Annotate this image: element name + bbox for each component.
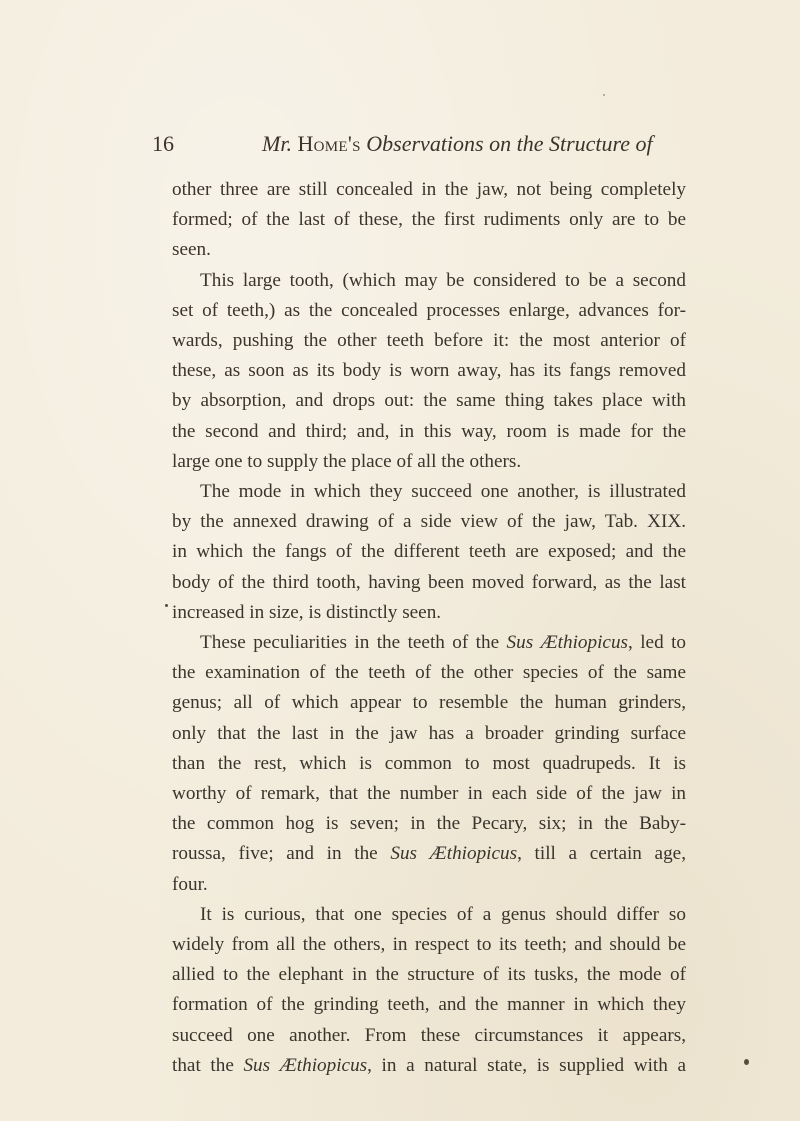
text-line: formed; of the last of these, the first rudiments only are to be	[172, 209, 686, 231]
text-line: the examination of the teeth of the other species of the same	[172, 662, 686, 684]
text-line: wards, pushing the other teeth before it: the most anterior of	[172, 330, 686, 352]
text-line: in which the fangs of the different teeth are exposed; and the	[172, 541, 686, 563]
title-author: Mr.	[262, 131, 292, 156]
text-line: formation of the grinding teeth, and the manner in which they	[172, 994, 686, 1016]
paragraph-start-line: This large tooth, (which may be considered to be a second	[200, 269, 686, 291]
text-line: that the Sus Æthiopicus, in a natural state, is supplied with a	[172, 1054, 686, 1076]
paragraph-end-line: large one to supply the place of all the others.	[172, 450, 522, 472]
text-line: the common hog is seven; in the Pecary, six; in the Baby-	[172, 813, 686, 835]
paragraph-start-line: It is curious, that one species of a genus should differ so	[200, 903, 686, 925]
species-name: Sus Æthiopicus	[390, 843, 518, 865]
paragraph-end-line: four.	[172, 873, 208, 895]
title-name: Home's	[297, 131, 361, 156]
running-title	[262, 129, 653, 159]
body-text	[172, 175, 686, 1081]
species-name: Sus Æthiopicus	[243, 1054, 368, 1076]
paper-speck	[603, 94, 605, 96]
text-line: allied to the elephant in the structure of its tusks, the mode of	[172, 964, 686, 986]
page-number: 16	[152, 131, 174, 156]
text-line: genus; all of which appear to resemble the human grinders,	[172, 692, 686, 714]
paper-speck	[165, 604, 168, 607]
paper-speck	[744, 1059, 749, 1065]
text-line: than the rest, which is common to most quadrupeds. It is	[172, 752, 686, 774]
text-line: by the annexed drawing of a side view of the jaw, Tab. XIX.	[172, 511, 686, 533]
title-rest: Observations on the Structure of	[366, 131, 653, 156]
text-line: other three are still concealed in the jaw, not being completely	[172, 179, 686, 200]
text-line: by absorption, and drops out: the same thing takes place with	[172, 390, 686, 412]
text-line: set of teeth,) as the concealed processes enlarge, advances for-	[172, 299, 686, 321]
paragraph-start-line: These peculiarities in the teeth of the Sus Æthiopicus, led to	[200, 632, 686, 654]
running-header	[152, 129, 672, 159]
text-line: worthy of remark, that the number in each side of the jaw in	[172, 783, 686, 805]
text-line: succeed one another. From these circumstances it appears,	[172, 1024, 686, 1046]
text-line: only that the last in the jaw has a broader grinding surface	[172, 722, 686, 744]
text-line: roussa, five; and in the Sus Æthiopicus, till a certain age,	[172, 843, 686, 865]
text-line: widely from all the others, in respect to its teeth; and should be	[172, 934, 686, 956]
species-name: Sus Æthiopicus	[506, 632, 629, 654]
text-line: these, as soon as its body is worn away, has its fangs removed	[172, 360, 686, 382]
paragraph-start-line: The mode in which they succeed one another, is illustrated	[200, 481, 686, 503]
paragraph-end-line: increased in size, is distinctly seen.	[172, 601, 442, 623]
text-line: body of the third tooth, having been moved forward, as the last	[172, 571, 686, 593]
paragraph-end-line: seen.	[172, 239, 211, 261]
text-line: the second and third; and, in this way, room is made for the	[172, 420, 686, 442]
